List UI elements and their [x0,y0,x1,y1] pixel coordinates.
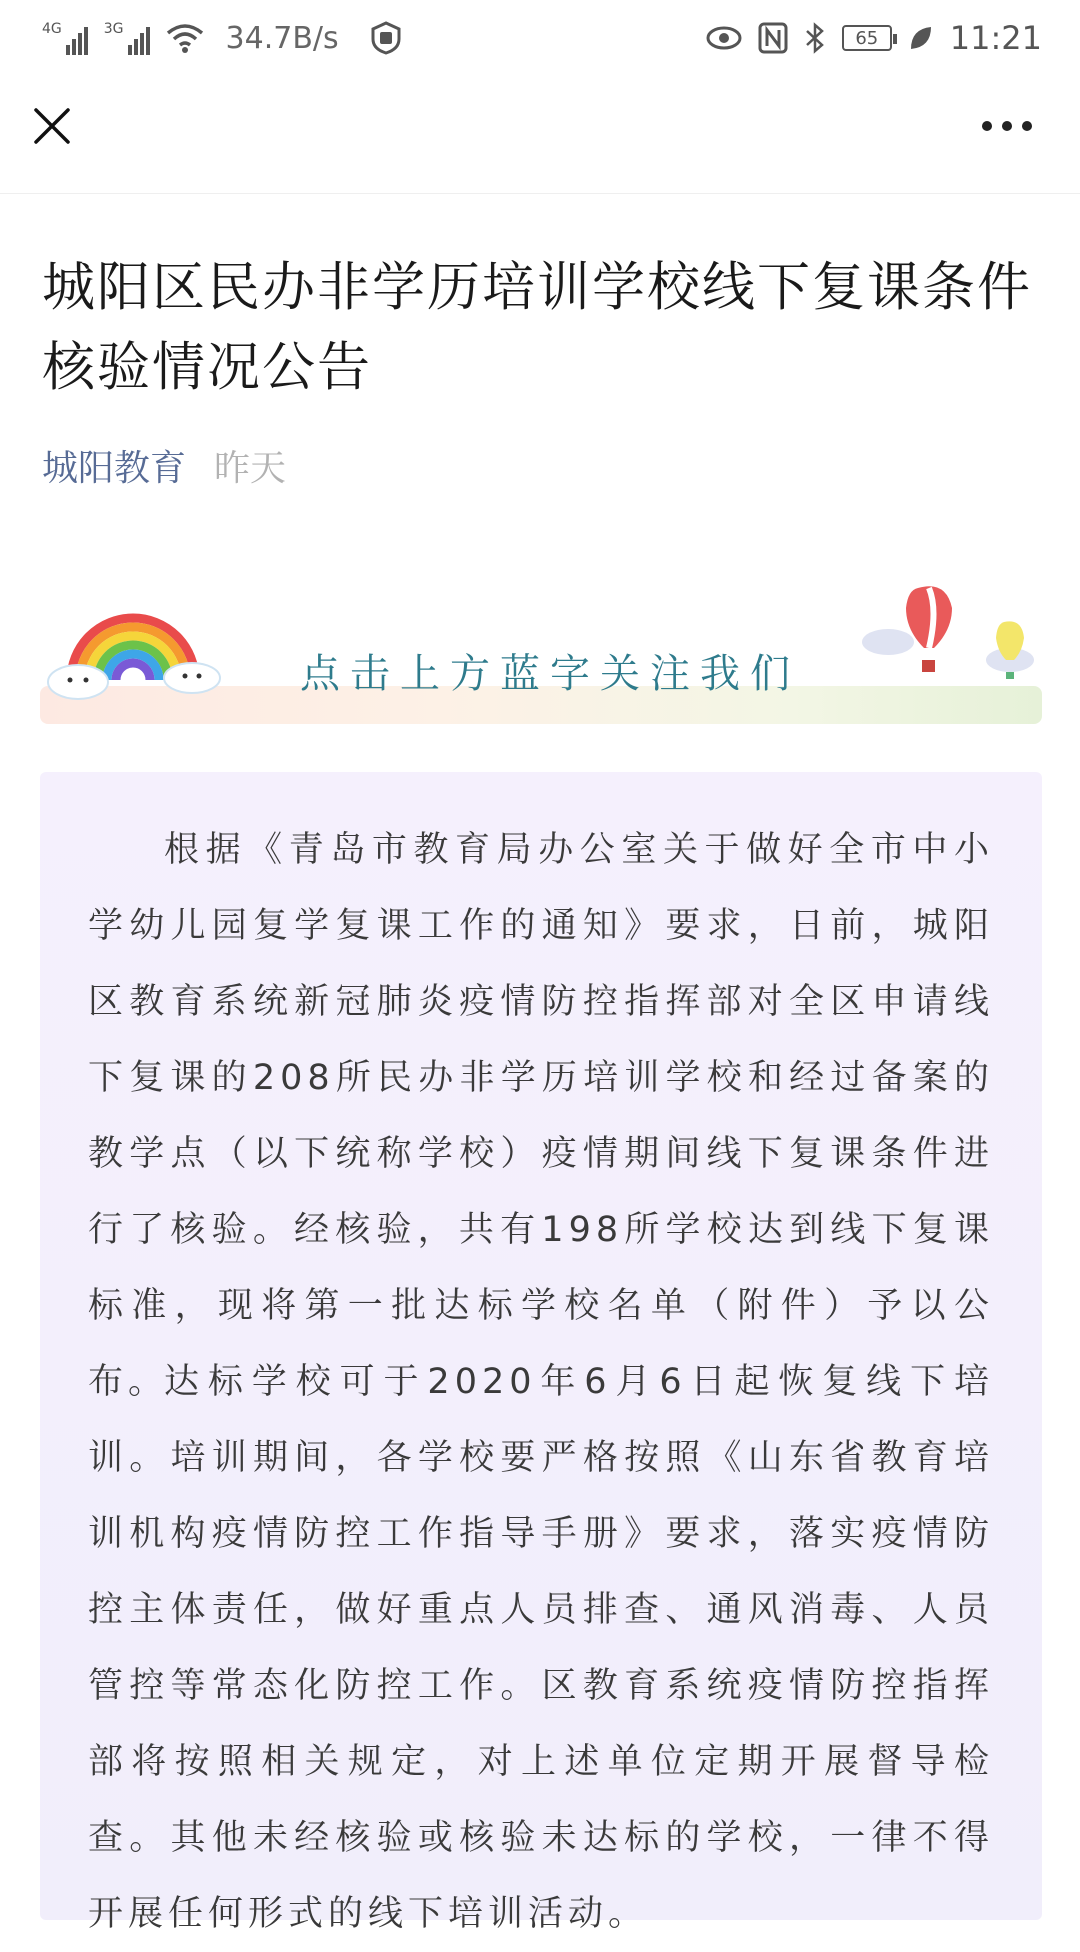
bluetooth-icon [804,22,826,54]
privacy-shield-icon [369,21,403,55]
hot-air-balloon-icon [858,580,1038,710]
network-speed: 34.7B/s [225,20,339,56]
account-name-link[interactable]: 城阳教育 [42,448,187,489]
battery-level: 65 [855,27,879,49]
article-title: 城阳区民办非学历培训学校线下复课条件核验情况公告 [42,257,1032,398]
rainbow-cloud-icon [46,590,226,700]
close-icon[interactable] [28,102,76,150]
article-meta [42,440,286,491]
eye-comfort-icon [706,24,742,52]
signal-4g-icon [42,21,88,55]
signal-3g-icon [104,21,150,55]
nav-bar [0,76,1080,194]
article-paragraph-2: 达标学校可于2020年6月6日起恢复线下培训。培训期间，各学校要严格按照《山东省教育培训机构疫情防控工作指导手册》要求，落实疫情防控主体责任，做好重点人员排查、通风消毒、人员管控等常态化防控工作。区教育系统疫情防控指挥部将按照相关规定，对上述单位定期开展督导检查。其他未经核验或核验未达标的学校，一律不得开展任何形式的线下培训活动。 [88,1362,994,1934]
battery-icon [842,25,892,51]
nfc-icon [758,22,788,54]
leaf-icon [908,24,934,52]
follow-prompt: 点击上方蓝字关注我们 [300,651,800,697]
wifi-icon [166,22,204,54]
network-type-2: 3G [103,21,124,37]
publish-date: 昨天 [214,448,287,489]
status-time: 11:21 [949,19,1042,57]
article-paragraph-1: 根据《青岛市教育局办公室关于做好全市中小学幼儿园复学复课工作的通知》要求，日前，城阳区教育系统新冠肺炎疫情防控指挥部对全区申请线下复课的208所民办非学历培训学校和经过备案的教学点（以下统称学校）疫情期间线下复课条件进行了核验。经核验，共有198所学校达到线下复课标准，现将第一批达标学校名单（附件）予以公布。 [88,830,994,1402]
status-left [42,21,403,56]
more-options-icon[interactable] [982,114,1038,138]
status-bar [0,0,1080,76]
article-content [40,772,1042,1934]
follow-banner [40,580,1042,730]
status-right [706,19,1042,57]
network-type-1: 4G [42,21,62,37]
